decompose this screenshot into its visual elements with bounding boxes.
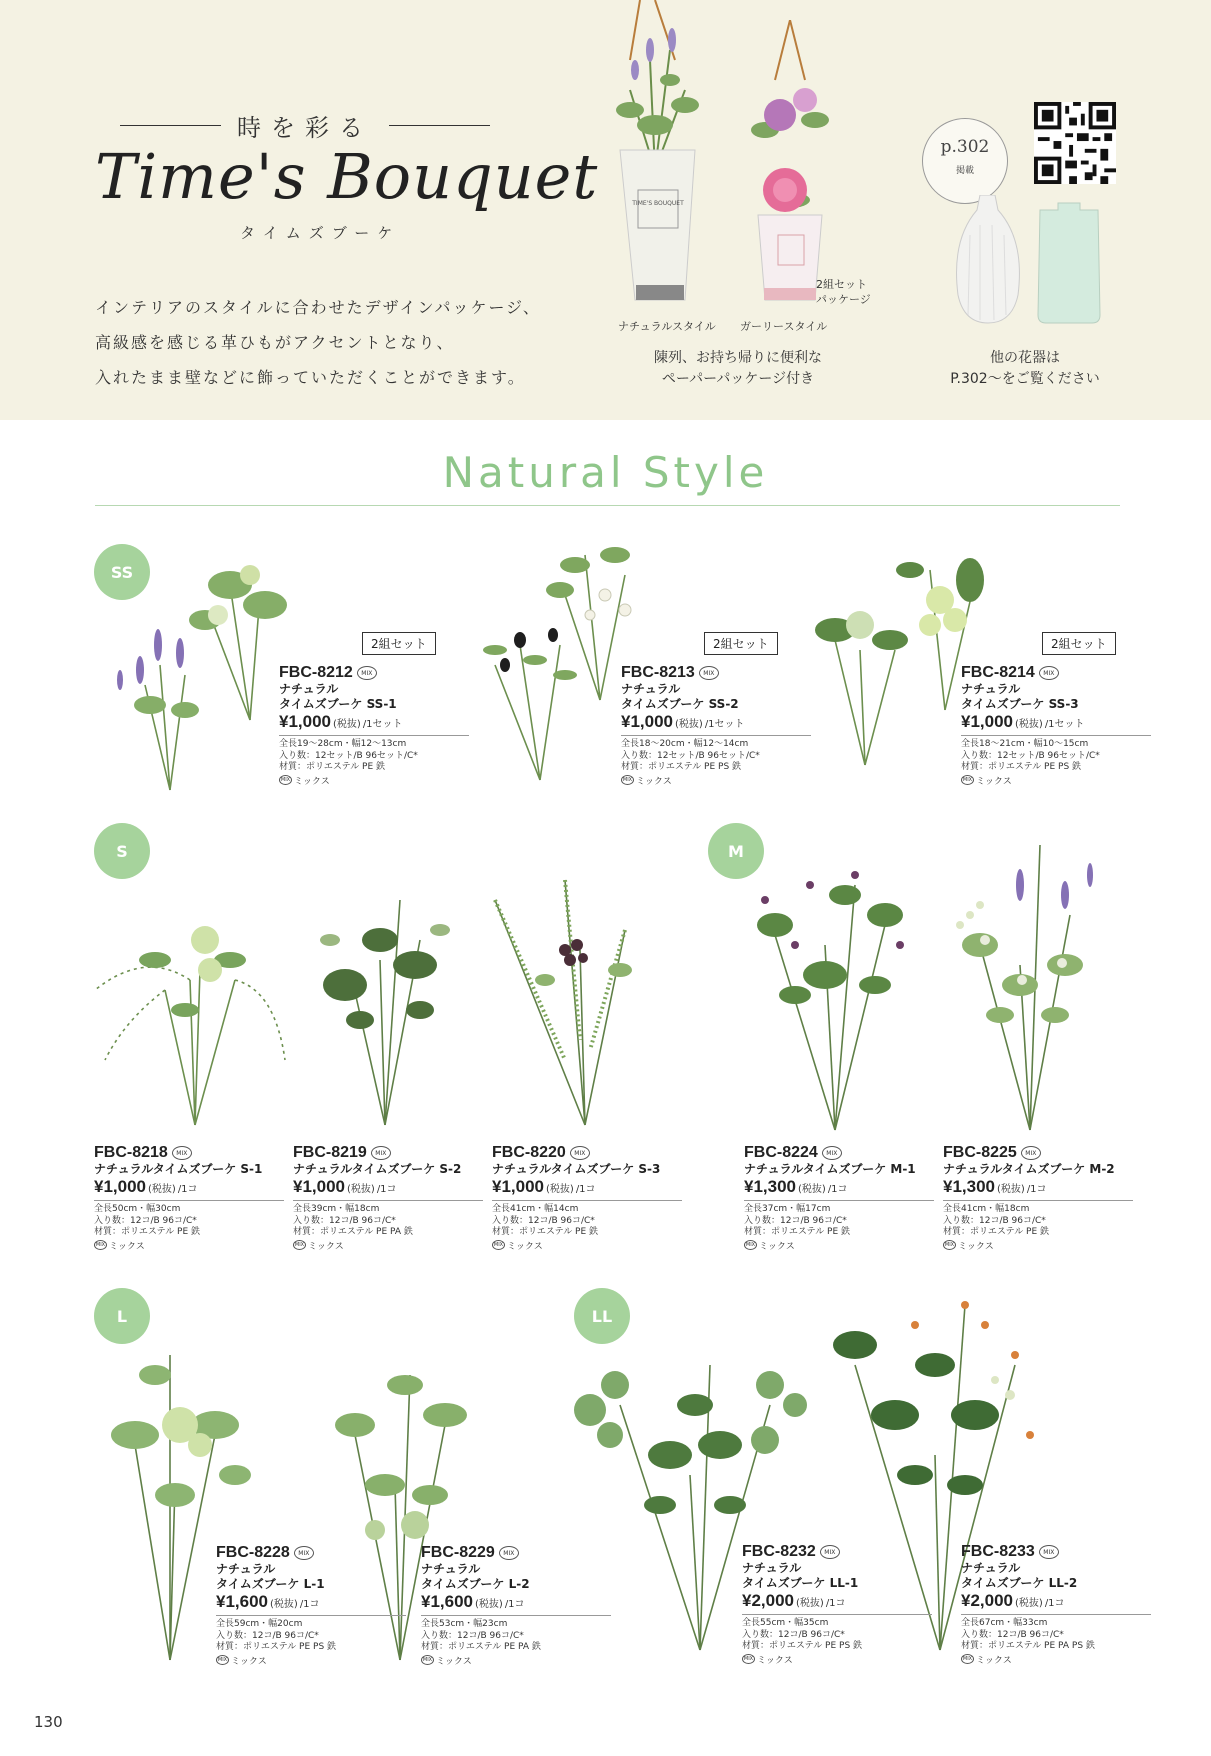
product-name: ナチュラルタイムズブーケ M-2 xyxy=(943,1162,1115,1176)
mix-label: ミックス xyxy=(759,1241,795,1252)
product-name: タイムズブーケ SS-3 xyxy=(961,697,1079,711)
mix-label: ミックス xyxy=(308,1241,344,1252)
product-image-fbc-8220 xyxy=(455,870,655,1130)
tax-label: (税抜) xyxy=(333,719,361,730)
product-size: 全長39cm・幅18cm xyxy=(293,1204,380,1214)
tax-label: (税抜) xyxy=(270,1599,298,1610)
product-name: ナチュラル xyxy=(621,682,681,696)
product-material: 材質：ポリエステル PE 鉄 xyxy=(744,1227,851,1237)
tax-label: (税抜) xyxy=(148,1184,176,1195)
product-quantity: 入り数：12コ/B 96コ/C* xyxy=(961,1629,1064,1640)
price-unit: /1セット xyxy=(1044,719,1085,730)
product-card-fbc-8218 xyxy=(94,1144,284,1252)
product-name: ナチュラル xyxy=(421,1562,481,1576)
product-quantity: 入り数：12セット/B 96セット/C* xyxy=(961,750,1100,761)
product-name: タイムズブーケ SS-1 xyxy=(279,697,397,711)
product-code: FBC-8218 xyxy=(94,1144,168,1161)
intro-line: 入れたまま壁などに飾っていただくことができます。 xyxy=(95,368,526,387)
product-material: 材質：ポリエステル PE PS 鉄 xyxy=(742,1641,863,1651)
product-image-fbc-8224 xyxy=(735,855,935,1135)
size-badge-s: S xyxy=(94,823,150,879)
header-subtitle xyxy=(120,108,490,143)
tax-label: (税抜) xyxy=(546,1184,574,1195)
size-badge-l: L xyxy=(94,1288,150,1344)
product-name: タイムズブーケ L-1 xyxy=(216,1577,325,1591)
set-tag: 2組セット xyxy=(362,632,436,655)
package-box-text: TIME'S BOUQUET xyxy=(632,200,684,207)
intro-text xyxy=(95,290,541,395)
mix-badge: MIX xyxy=(294,1546,314,1560)
product-price: ¥1,000 xyxy=(961,712,1013,731)
product-name: ナチュラルタイムズブーケ S-3 xyxy=(492,1162,661,1176)
product-material: 材質：ポリエステル PE PS 鉄 xyxy=(961,762,1082,772)
set-note-line: パッケージ xyxy=(816,293,871,306)
mix-label: ミックス xyxy=(436,1656,472,1667)
subtitle-rule-left xyxy=(120,125,221,126)
product-card-fbc-8224 xyxy=(744,1144,934,1252)
product-price: ¥1,300 xyxy=(744,1177,796,1196)
subtitle-text: 時を彩る xyxy=(237,114,373,142)
product-name: ナチュラル xyxy=(742,1561,802,1575)
mix-icon: MIX xyxy=(962,1656,973,1662)
product-price: ¥1,600 xyxy=(421,1592,473,1611)
vase-caption-line: P.302〜をご覧ください xyxy=(950,371,1100,387)
mix-label: ミックス xyxy=(958,1241,994,1252)
price-unit: /1コ xyxy=(825,1598,846,1609)
set-tag: 2組セット xyxy=(1042,632,1116,655)
product-name: ナチュラルタイムズブーケ S-2 xyxy=(293,1162,462,1176)
vase-image xyxy=(940,195,1110,330)
product-card-fbc-8228 xyxy=(216,1544,406,1667)
product-size: 全長50cm・幅30cm xyxy=(94,1204,181,1214)
product-size: 全長53cm・幅23cm xyxy=(421,1619,508,1629)
mix-badge: MIX xyxy=(357,666,377,680)
product-quantity: 入り数：12コ/B 96コ/C* xyxy=(216,1630,319,1641)
product-name: ナチュラル xyxy=(961,1561,1021,1575)
price-unit: /1セット xyxy=(704,719,745,730)
tax-label: (税抜) xyxy=(347,1184,375,1195)
mix-badge: MIX xyxy=(570,1146,590,1160)
product-price: ¥1,000 xyxy=(293,1177,345,1196)
mix-label: ミックス xyxy=(507,1241,543,1252)
mix-label: ミックス xyxy=(294,776,330,787)
vase-caption-line: 他の花器は xyxy=(990,350,1060,366)
price-unit: /1コ xyxy=(1044,1598,1065,1609)
product-name: ナチュラル xyxy=(216,1562,276,1576)
product-material: 材質：ポリエステル PE PA 鉄 xyxy=(421,1642,541,1652)
product-quantity: 入り数：12コ/B 96コ/C* xyxy=(744,1215,847,1226)
price-unit: /1セット xyxy=(362,719,403,730)
product-material: 材質：ポリエステル PE PA PS 鉄 xyxy=(961,1641,1095,1651)
product-size: 全長19〜28cm・幅12〜13cm xyxy=(279,739,407,749)
product-size: 全長41cm・幅14cm xyxy=(492,1204,579,1214)
mix-icon: MIX xyxy=(622,777,633,783)
mix-icon: MIX xyxy=(422,1657,433,1663)
product-size: 全長67cm・幅33cm xyxy=(961,1618,1048,1628)
product-quantity: 入り数：12コ/B 96コ/C* xyxy=(943,1215,1046,1226)
product-code: FBC-8229 xyxy=(421,1544,495,1561)
product-price: ¥2,000 xyxy=(961,1591,1013,1610)
product-card-fbc-8233 xyxy=(961,1543,1151,1666)
set-tag: 2組セット xyxy=(704,632,778,655)
product-material: 材質：ポリエステル PE PA 鉄 xyxy=(293,1227,413,1237)
price-unit: /1コ xyxy=(504,1599,525,1610)
package-caption-line: 陳列、お持ち帰りに便利な xyxy=(654,350,822,366)
tax-label: (税抜) xyxy=(997,1184,1025,1195)
product-image-fbc-8219 xyxy=(300,880,470,1130)
qr-code-icon xyxy=(1034,102,1116,184)
product-code: FBC-8232 xyxy=(742,1543,816,1560)
package-girly-label: ガーリースタイル xyxy=(740,320,828,333)
mix-badge: MIX xyxy=(699,666,719,680)
tax-label: (税抜) xyxy=(475,1599,503,1610)
product-quantity: 入り数：12コ/B 96コ/C* xyxy=(492,1215,595,1226)
tax-label: (税抜) xyxy=(796,1598,824,1609)
product-size: 全長59cm・幅20cm xyxy=(216,1619,303,1629)
section-divider xyxy=(95,505,1120,506)
package-caption-line: ペーパーパッケージ付き xyxy=(661,371,815,387)
product-material: 材質：ポリエステル PE PS 鉄 xyxy=(216,1642,337,1652)
product-material: 材質：ポリエステル PE 鉄 xyxy=(943,1227,1050,1237)
product-quantity: 入り数：12コ/B 96コ/C* xyxy=(742,1629,845,1640)
mix-badge: MIX xyxy=(1039,1545,1059,1559)
header-band xyxy=(0,0,1211,420)
tax-label: (税抜) xyxy=(798,1184,826,1195)
size-badge-ss: SS xyxy=(94,544,150,600)
mix-badge: MIX xyxy=(1039,666,1059,680)
mix-label: ミックス xyxy=(757,1655,793,1666)
mix-icon: MIX xyxy=(280,777,291,783)
mix-icon: MIX xyxy=(944,1242,955,1248)
natural-package-image xyxy=(600,0,710,310)
mix-badge: MIX xyxy=(371,1146,391,1160)
tax-label: (税抜) xyxy=(1015,1598,1043,1609)
package-natural-label: ナチュラルスタイル xyxy=(618,320,716,333)
mix-icon: MIX xyxy=(217,1657,228,1663)
tax-label: (税抜) xyxy=(1015,719,1043,730)
product-card-fbc-8219 xyxy=(293,1144,483,1252)
mix-badge: MIX xyxy=(822,1146,842,1160)
product-name: ナチュラルタイムズブーケ S-1 xyxy=(94,1162,263,1176)
intro-line: 高級感を感じる革ひもがアクセントとなり、 xyxy=(95,333,455,352)
subtitle-rule-right xyxy=(389,125,490,126)
product-quantity: 入り数：12セット/B 96セット/C* xyxy=(621,750,760,761)
set-note xyxy=(816,277,871,307)
product-quantity: 入り数：12コ/B 96コ/C* xyxy=(293,1215,396,1226)
product-card-fbc-8212 xyxy=(279,664,469,787)
product-price: ¥1,000 xyxy=(279,712,331,731)
product-image-fbc-8212 xyxy=(100,545,300,795)
product-size: 全長41cm・幅18cm xyxy=(943,1204,1030,1214)
product-code: FBC-8214 xyxy=(961,664,1035,681)
product-price: ¥1,000 xyxy=(621,712,673,731)
product-size: 全長55cm・幅35cm xyxy=(742,1618,829,1628)
product-name: ナチュラルタイムズブーケ M-1 xyxy=(744,1162,916,1176)
product-name: タイムズブーケ LL-1 xyxy=(742,1576,859,1590)
product-code: FBC-8228 xyxy=(216,1544,290,1561)
price-unit: /1コ xyxy=(177,1184,198,1195)
mix-label: ミックス xyxy=(976,776,1012,787)
girly-package-image xyxy=(730,20,840,310)
product-name: タイムズブーケ SS-2 xyxy=(621,697,739,711)
product-code: FBC-8233 xyxy=(961,1543,1035,1560)
product-quantity: 入り数：12コ/B 96コ/C* xyxy=(421,1630,524,1641)
price-unit: /1コ xyxy=(1026,1184,1047,1195)
product-card-fbc-8213 xyxy=(621,664,811,787)
product-quantity: 入り数：12コ/B 96コ/C* xyxy=(94,1215,197,1226)
product-image-fbc-8225 xyxy=(940,815,1120,1135)
mix-badge: MIX xyxy=(172,1146,192,1160)
product-price: ¥1,300 xyxy=(943,1177,995,1196)
intro-line: インテリアのスタイルに合わせたデザインパッケージ、 xyxy=(95,298,541,317)
product-card-fbc-8220 xyxy=(492,1144,682,1252)
mix-badge: MIX xyxy=(1021,1146,1041,1160)
product-size: 全長37cm・幅17cm xyxy=(744,1204,831,1214)
mix-badge: MIX xyxy=(499,1546,519,1560)
page-reference-sub: 掲載 xyxy=(955,166,974,176)
product-size: 全長18〜20cm・幅12〜14cm xyxy=(621,739,749,749)
product-code: FBC-8219 xyxy=(293,1144,367,1161)
mix-icon: MIX xyxy=(745,1242,756,1248)
product-code: FBC-8212 xyxy=(279,664,353,681)
mix-label: ミックス xyxy=(109,1241,145,1252)
vase-caption xyxy=(925,348,1125,390)
product-code: FBC-8224 xyxy=(744,1144,818,1161)
product-name: ナチュラル xyxy=(961,682,1021,696)
price-unit: /1コ xyxy=(827,1184,848,1195)
brand-logo: Time's Bouquet xyxy=(95,140,599,213)
product-price: ¥1,000 xyxy=(492,1177,544,1196)
product-price: ¥1,600 xyxy=(216,1592,268,1611)
mix-icon: MIX xyxy=(743,1656,754,1662)
product-code: FBC-8225 xyxy=(943,1144,1017,1161)
mix-icon: MIX xyxy=(962,777,973,783)
product-name: タイムズブーケ LL-2 xyxy=(961,1576,1078,1590)
product-name: タイムズブーケ L-2 xyxy=(421,1577,530,1591)
product-name: ナチュラル xyxy=(279,682,339,696)
product-material: 材質：ポリエステル PE 鉄 xyxy=(279,762,386,772)
mix-icon: MIX xyxy=(294,1242,305,1248)
product-card-fbc-8225 xyxy=(943,1144,1133,1252)
product-material: 材質：ポリエステル PE PS 鉄 xyxy=(621,762,742,772)
brand-logo-kana: タイムズブーケ xyxy=(240,224,401,242)
product-code: FBC-8220 xyxy=(492,1144,566,1161)
package-caption xyxy=(628,348,848,390)
product-code: FBC-8213 xyxy=(621,664,695,681)
tax-label: (税抜) xyxy=(675,719,703,730)
size-badge-m: M xyxy=(708,823,764,879)
page-reference-badge xyxy=(922,118,1008,204)
mix-label: ミックス xyxy=(636,776,672,787)
set-note-line: 2組セット xyxy=(816,278,867,291)
product-card-fbc-8232 xyxy=(742,1543,932,1666)
page-reference: p.302 xyxy=(940,137,990,157)
page-number: 130 xyxy=(34,1713,63,1731)
price-unit: /1コ xyxy=(376,1184,397,1195)
mix-icon: MIX xyxy=(95,1242,106,1248)
price-unit: /1コ xyxy=(299,1599,320,1610)
mix-label: ミックス xyxy=(231,1656,267,1667)
price-unit: /1コ xyxy=(575,1184,596,1195)
product-card-fbc-8214 xyxy=(961,664,1151,787)
size-badge-ll: LL xyxy=(574,1288,630,1344)
product-quantity: 入り数：12セット/B 96セット/C* xyxy=(279,750,418,761)
product-size: 全長18〜21cm・幅10〜15cm xyxy=(961,739,1089,749)
product-material: 材質：ポリエステル PE 鉄 xyxy=(94,1227,201,1237)
mix-label: ミックス xyxy=(976,1655,1012,1666)
product-card-fbc-8229 xyxy=(421,1544,611,1667)
mix-badge: MIX xyxy=(820,1545,840,1559)
product-material: 材質：ポリエステル PE 鉄 xyxy=(492,1227,599,1237)
product-image-fbc-8218 xyxy=(85,890,295,1130)
mix-icon: MIX xyxy=(493,1242,504,1248)
product-price: ¥2,000 xyxy=(742,1591,794,1610)
product-price: ¥1,000 xyxy=(94,1177,146,1196)
section-title: Natural Style xyxy=(442,448,769,497)
